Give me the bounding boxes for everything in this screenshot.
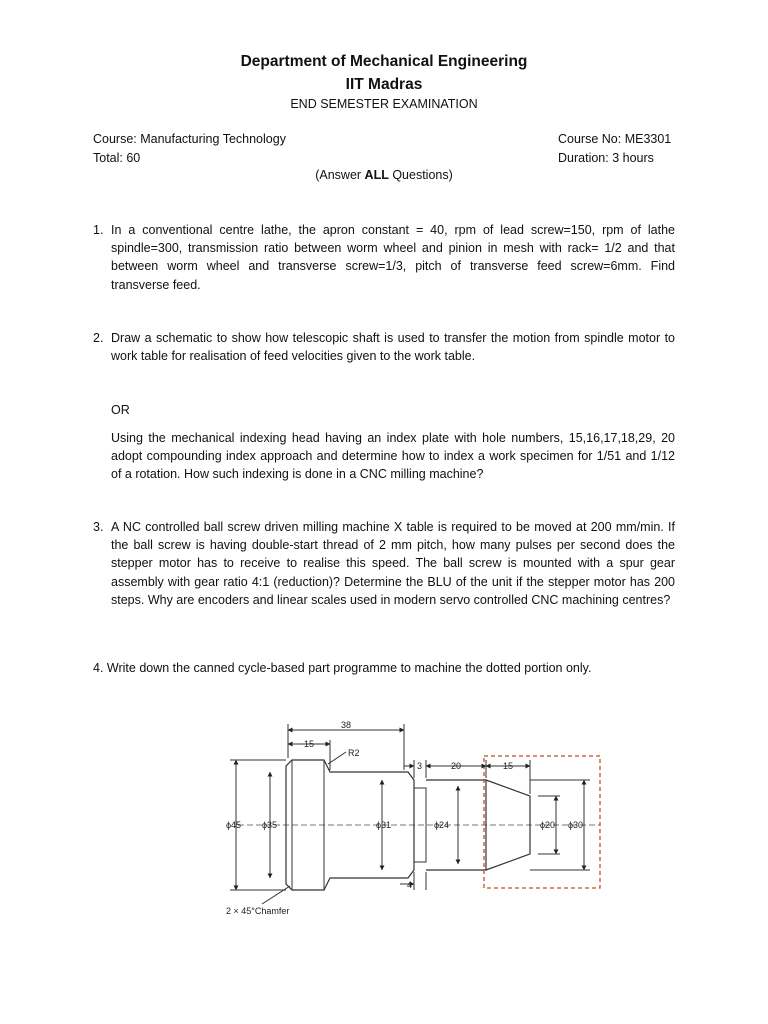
chamfer-leader bbox=[262, 886, 290, 904]
dim-38-label: 38 bbox=[340, 720, 352, 730]
dim-phi20-label: ϕ20 bbox=[540, 820, 556, 830]
question-number: 3. bbox=[93, 520, 104, 534]
exam-title: END SEMESTER EXAMINATION bbox=[290, 97, 478, 111]
dim-phi35-label: ϕ35 bbox=[262, 820, 278, 830]
dim-r2-label: R2 bbox=[348, 748, 360, 758]
instruction-post: Questions) bbox=[388, 168, 453, 182]
alternative-question: Using the mechanical indexing head having an index plate with hole numbers, 15,16,17,18,29, 20 adopt compounding index approach and determine how to index a work specimen for 1/51 and 1/12 of a rotation. How such indexing is done in a CNC milling machine? bbox=[111, 431, 675, 482]
institute-title: IIT Madras bbox=[345, 76, 423, 93]
question-text: Write down the canned cycle-based part programme to machine the dotted portion only. bbox=[106, 661, 592, 675]
question-number: 4. bbox=[93, 661, 104, 675]
duration: Duration: 3 hours bbox=[558, 151, 654, 165]
total-marks: Total: 60 bbox=[93, 151, 141, 165]
question-text: In a conventional centre lathe, the apron constant = 40, rpm of lead screw=150, rpm of lathe spindle=300, transmission ratio between worm wheel and pinion in mesh with rack= 1/2 and that between worm wheel and transverse screw=1/3, pitch of transverse feed screw=6mm. Find transverse feed. bbox=[111, 223, 675, 292]
or-label: OR bbox=[111, 403, 130, 417]
instruction-pre: (Answer bbox=[315, 168, 365, 182]
dim-4-label: 4 bbox=[407, 880, 413, 890]
dim-phi30-label: ϕ30 bbox=[568, 820, 584, 830]
dim-15b-label: 15 bbox=[502, 761, 514, 771]
chamfer-label: 2 × 45°Chamfer bbox=[226, 906, 290, 916]
dim-3-label: 3 bbox=[417, 761, 423, 771]
course-name: Course: Manufacturing Technology bbox=[93, 132, 286, 146]
dim-phi24-label: ϕ24 bbox=[434, 820, 450, 830]
question-number: 1. bbox=[93, 223, 104, 237]
question-text: A NC controlled ball screw driven milling machine X table is required to be moved at 200 mm/min. If the ball screw is having double-start thread of 2 mm pitch, how many pulses per second does the stepper motor has to receive to realise this speed. The ball screw is mounted with a spur gear assembly with gear ratio 4:1 (reduction)? Determine the BLU of the unit if the stepper motor has 200 steps. Why are encoders and linear scales used in modern servo controlled CNC machining centres? bbox=[111, 520, 675, 607]
question-text: Draw a schematic to show how telescopic shaft is used to transfer the motion from spindle motor to work table for realisation of feed velocities given to the work table. bbox=[111, 331, 675, 364]
course-number: Course No: ME3301 bbox=[558, 132, 672, 146]
dim-phi31-label: ϕ31 bbox=[376, 820, 392, 830]
question-number: 2. bbox=[93, 331, 104, 345]
r2-leader bbox=[328, 752, 346, 764]
dim-15a-label: 15 bbox=[303, 739, 315, 749]
instruction-bold: ALL bbox=[364, 168, 389, 182]
dim-20-label: 20 bbox=[450, 761, 462, 771]
department-title: Department of Mechanical Engineering bbox=[240, 53, 528, 70]
dim-phi45-label: ϕ45 bbox=[226, 820, 242, 830]
